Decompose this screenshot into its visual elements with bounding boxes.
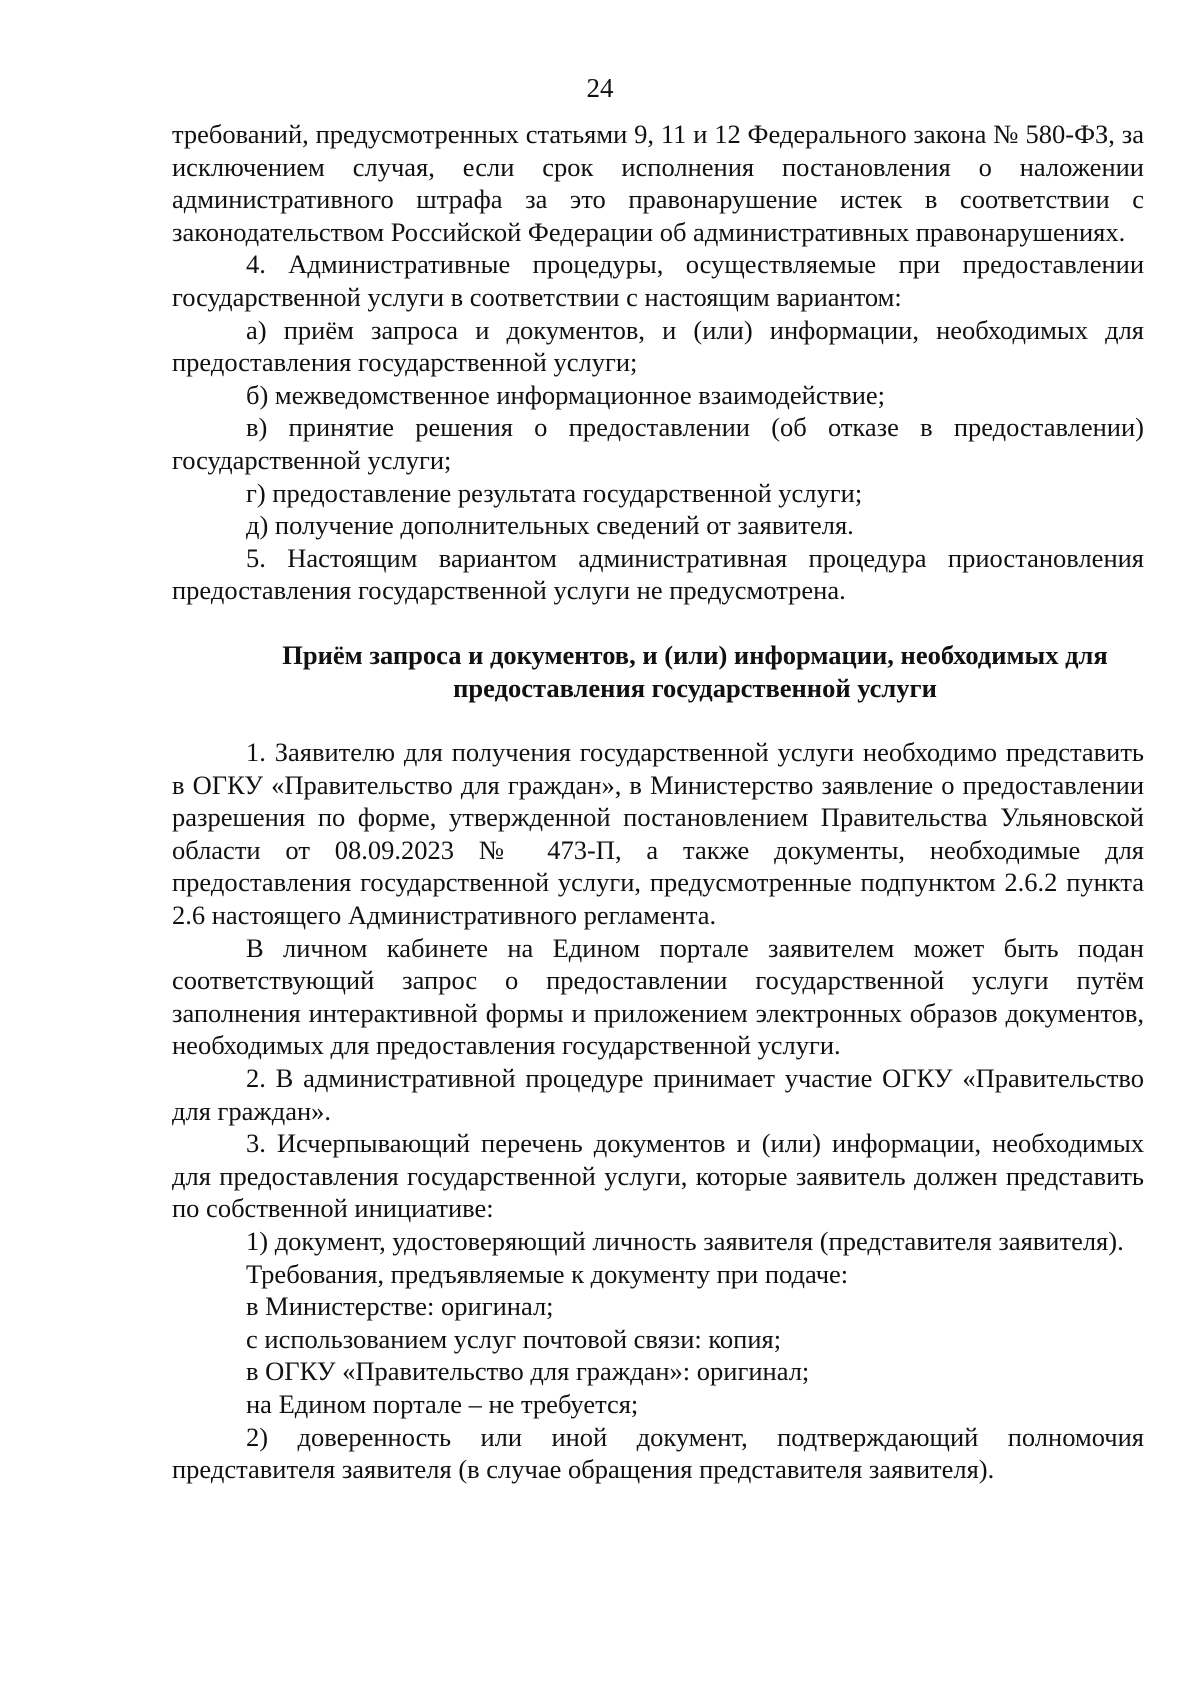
list-item: в Министерстве: оригинал;	[246, 1291, 554, 1322]
document-body	[172, 118, 1144, 1486]
list-item: в) принятие решения о предоставлении (об отказе в предоставлении) государственной услуги;	[172, 412, 1144, 475]
list-item: г) предоставление результата государственной услуги;	[246, 477, 863, 508]
list-item: в ОГКУ «Правительство для граждан»: оригинал;	[246, 1356, 810, 1387]
list-item: б) межведомственное информационное взаимодействие;	[246, 379, 886, 410]
page-number: 24	[586, 73, 614, 103]
list-item: с использованием услуг почтовой связи: копия;	[246, 1323, 782, 1354]
list-item: а) приём запроса и документов, и (или) информации, необходимых для предоставления государственной услуги;	[172, 314, 1144, 378]
paragraph: 5. Настоящим вариантом административная процедура приостановления предоставления государственной услуги не предусмотрена.	[172, 542, 1144, 606]
paragraph: требований, предусмотренных статьями 9, 11 и 12 Федерального закона № 580-ФЗ, за исключением случая, если срок исполнения постановления о наложении административного штрафа за это правонарушение истек в соответствии с законодательством Российской Федерации об административных правонарушениях.	[172, 119, 1144, 247]
list-item: 2) доверенность или иной документ, подтверждающий полномочия представителя заявителя (в случае обращения представителя заявителя).	[172, 1421, 1144, 1485]
section-heading: Приём запроса и документов, и (или) информации, необходимых для предоставления государственной услуги	[282, 639, 1108, 703]
paragraph: Требования, предъявляемые к документу при подаче:	[246, 1258, 849, 1289]
paragraph: 4. Административные процедуры, осуществляемые при предоставлении государственной услуги в соответствии с настоящим вариантом:	[172, 249, 1144, 312]
paragraph: 3. Исчерпывающий перечень документов и (или) информации, необходимых для предоставления государственной услуги, которые заявитель должен представить по собственной инициативе:	[172, 1128, 1144, 1224]
paragraph: 1. Заявителю для получения государственной услуги необходимо представить в ОГКУ «Правительство для граждан», в Министерство заявление о предоставлении разрешения по форме, утвержденной постановлением Правительства Ульяновской области от 08.09.2023 № 473-П, а также документы, необходимые для предоставления государственной услуги, предусмотренные подпунктом 2.6.2 пункта 2.6 настоящего Административного регламента.	[172, 737, 1144, 931]
list-item: на Едином портале – не требуется;	[246, 1388, 639, 1419]
paragraph: 2. В административной процедуре принимает участие ОГКУ «Правительство для граждан».	[172, 1063, 1144, 1126]
list-item: 1) документ, удостоверяющий личность заявителя (представителя заявителя).	[246, 1226, 1124, 1256]
paragraph: В личном кабинете на Едином портале заявителем может быть подан соответствующий запрос о предоставлении государственной услуги путём заполнения интерактивной формы и приложением электронных образов документов, необходимых для предоставления государственной услуги.	[172, 932, 1144, 1061]
list-item: д) получение дополнительных сведений от заявителя.	[246, 510, 854, 541]
